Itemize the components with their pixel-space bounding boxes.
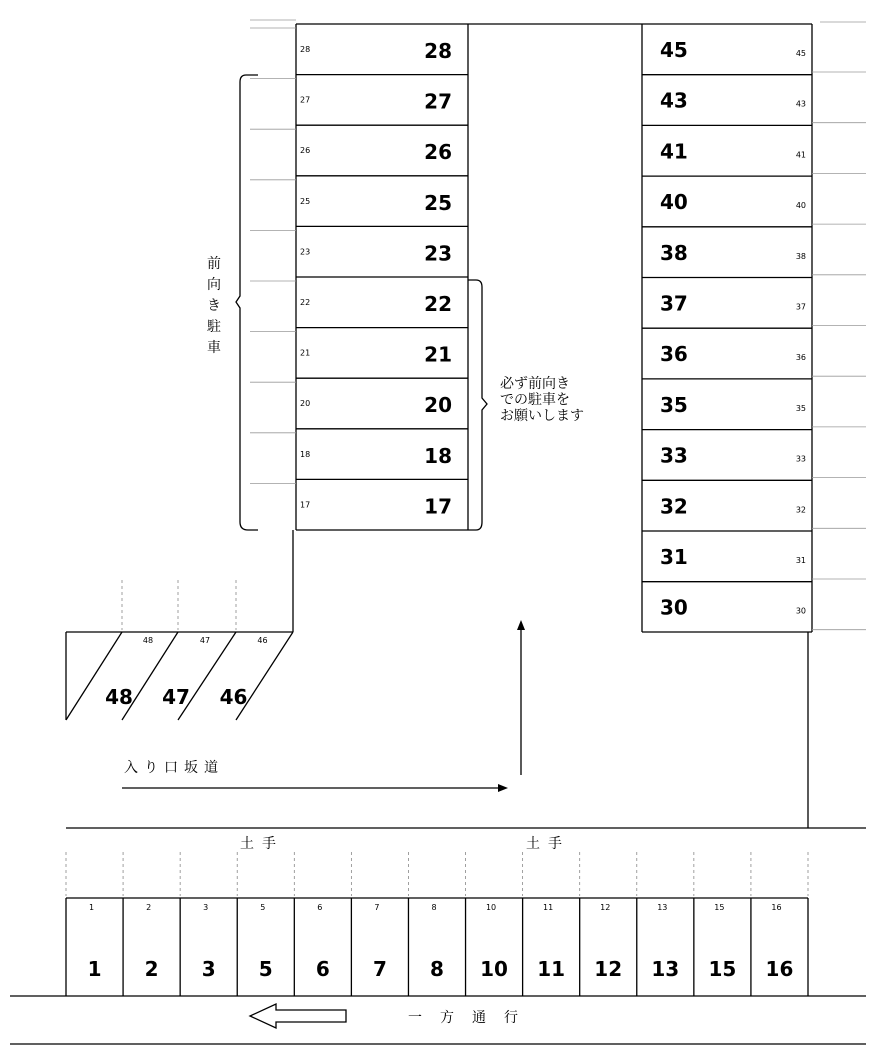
- space-number: 13: [651, 957, 680, 981]
- space-number-small: 33: [795, 454, 806, 464]
- space-number-small: 45: [795, 49, 806, 58]
- notice-line: 必ず前向き: [500, 376, 570, 392]
- space-number-small: 26: [300, 146, 311, 156]
- space-number-small: 10: [485, 903, 497, 912]
- space-number-small: 22: [300, 298, 311, 307]
- space-number-small: 17: [300, 500, 311, 510]
- space-number-small: 38: [795, 251, 806, 261]
- space-number-small: 11: [543, 903, 554, 912]
- space-number-small: 23: [300, 247, 311, 257]
- space-number: 8: [430, 957, 444, 981]
- space-number-small: 25: [300, 196, 311, 206]
- space-number-small: 48: [142, 636, 154, 645]
- structure-lines: [10, 20, 866, 1044]
- space-number-small: 40: [795, 201, 806, 211]
- space-number-small: 37: [795, 302, 806, 312]
- space-number: 43: [660, 88, 688, 113]
- embankment-label: 土手: [526, 836, 570, 852]
- embankment-label: 土手: [240, 836, 284, 852]
- left-column-spaces: [250, 28, 468, 530]
- space-number: 7: [372, 957, 387, 981]
- angled-spaces: [66, 580, 293, 720]
- space-number: 33: [660, 443, 688, 468]
- space-number-small: 31: [795, 556, 806, 565]
- space-number-small: 30: [795, 606, 806, 616]
- space-number: 40: [660, 190, 688, 215]
- space-number: 17: [424, 494, 452, 519]
- space-number-small: 15: [714, 903, 725, 912]
- entrance-slope-label: 入り口坂道: [124, 760, 224, 776]
- space-number: 47: [162, 685, 190, 709]
- space-number-small: 12: [600, 903, 611, 912]
- space-number-small: 13: [657, 903, 668, 912]
- space-number-small: 20: [300, 399, 311, 409]
- space-number-small: 3: [203, 903, 209, 912]
- space-number-small: 6: [317, 903, 323, 912]
- space-number: 10: [480, 957, 508, 981]
- bottom-row-spaces: [66, 852, 808, 996]
- space-number: 5: [258, 957, 273, 981]
- space-number-small: 43: [795, 99, 806, 109]
- labels: [124, 256, 584, 1026]
- space-number-small: 5: [260, 903, 266, 912]
- space-number: 27: [424, 89, 452, 114]
- space-number: 2: [144, 957, 159, 981]
- space-number-small: 47: [199, 636, 211, 645]
- notice-line: お願いします: [500, 408, 584, 424]
- space-number: 20: [424, 393, 452, 418]
- space-number: 21: [424, 342, 452, 367]
- space-number: 32: [660, 494, 688, 519]
- space-number: 35: [660, 392, 688, 417]
- space-number: 1: [87, 957, 102, 981]
- space-number: 25: [424, 190, 452, 215]
- space-number: 18: [424, 443, 452, 468]
- space-number-small: 36: [795, 353, 806, 363]
- space-number-small: 1: [88, 903, 95, 912]
- space-number: 31: [660, 545, 688, 569]
- space-number: 12: [594, 957, 623, 981]
- right-column-spaces: [642, 38, 866, 632]
- space-number: 23: [424, 241, 452, 266]
- space-number-small: 32: [795, 505, 806, 515]
- space-number-small: 41: [795, 150, 806, 160]
- space-number: 45: [660, 38, 688, 62]
- one-way-label: 一方通行: [408, 1010, 536, 1026]
- space-number: 11: [537, 957, 566, 981]
- space-number: 46: [219, 685, 248, 709]
- space-number: 30: [660, 595, 688, 620]
- space-number-small: 35: [795, 403, 806, 413]
- space-number-small: 16: [771, 903, 782, 912]
- space-number-small: 46: [257, 636, 268, 645]
- space-number: 15: [708, 957, 737, 981]
- space-number: 36: [660, 342, 688, 367]
- space-number: 37: [660, 291, 688, 316]
- space-number-small: 27: [300, 95, 311, 105]
- space-number: 16: [765, 957, 794, 981]
- space-number: 41: [660, 139, 688, 164]
- notice-line: での駐車を: [500, 392, 570, 408]
- space-number-small: 2: [146, 903, 152, 912]
- space-number-small: 7: [374, 903, 380, 912]
- space-number: 28: [424, 39, 452, 63]
- space-number: 3: [201, 957, 216, 981]
- space-number: 26: [424, 140, 452, 165]
- space-number-small: 28: [300, 45, 311, 54]
- space-number: 6: [315, 957, 330, 981]
- space-number-small: 18: [300, 449, 311, 459]
- forward-parking-label: 前向き駐車: [207, 256, 221, 356]
- space-number-small: 8: [431, 903, 437, 912]
- space-number-small: 21: [300, 348, 311, 358]
- space-number: 38: [660, 240, 688, 265]
- space-number: 48: [105, 685, 133, 709]
- space-number: 22: [424, 292, 452, 316]
